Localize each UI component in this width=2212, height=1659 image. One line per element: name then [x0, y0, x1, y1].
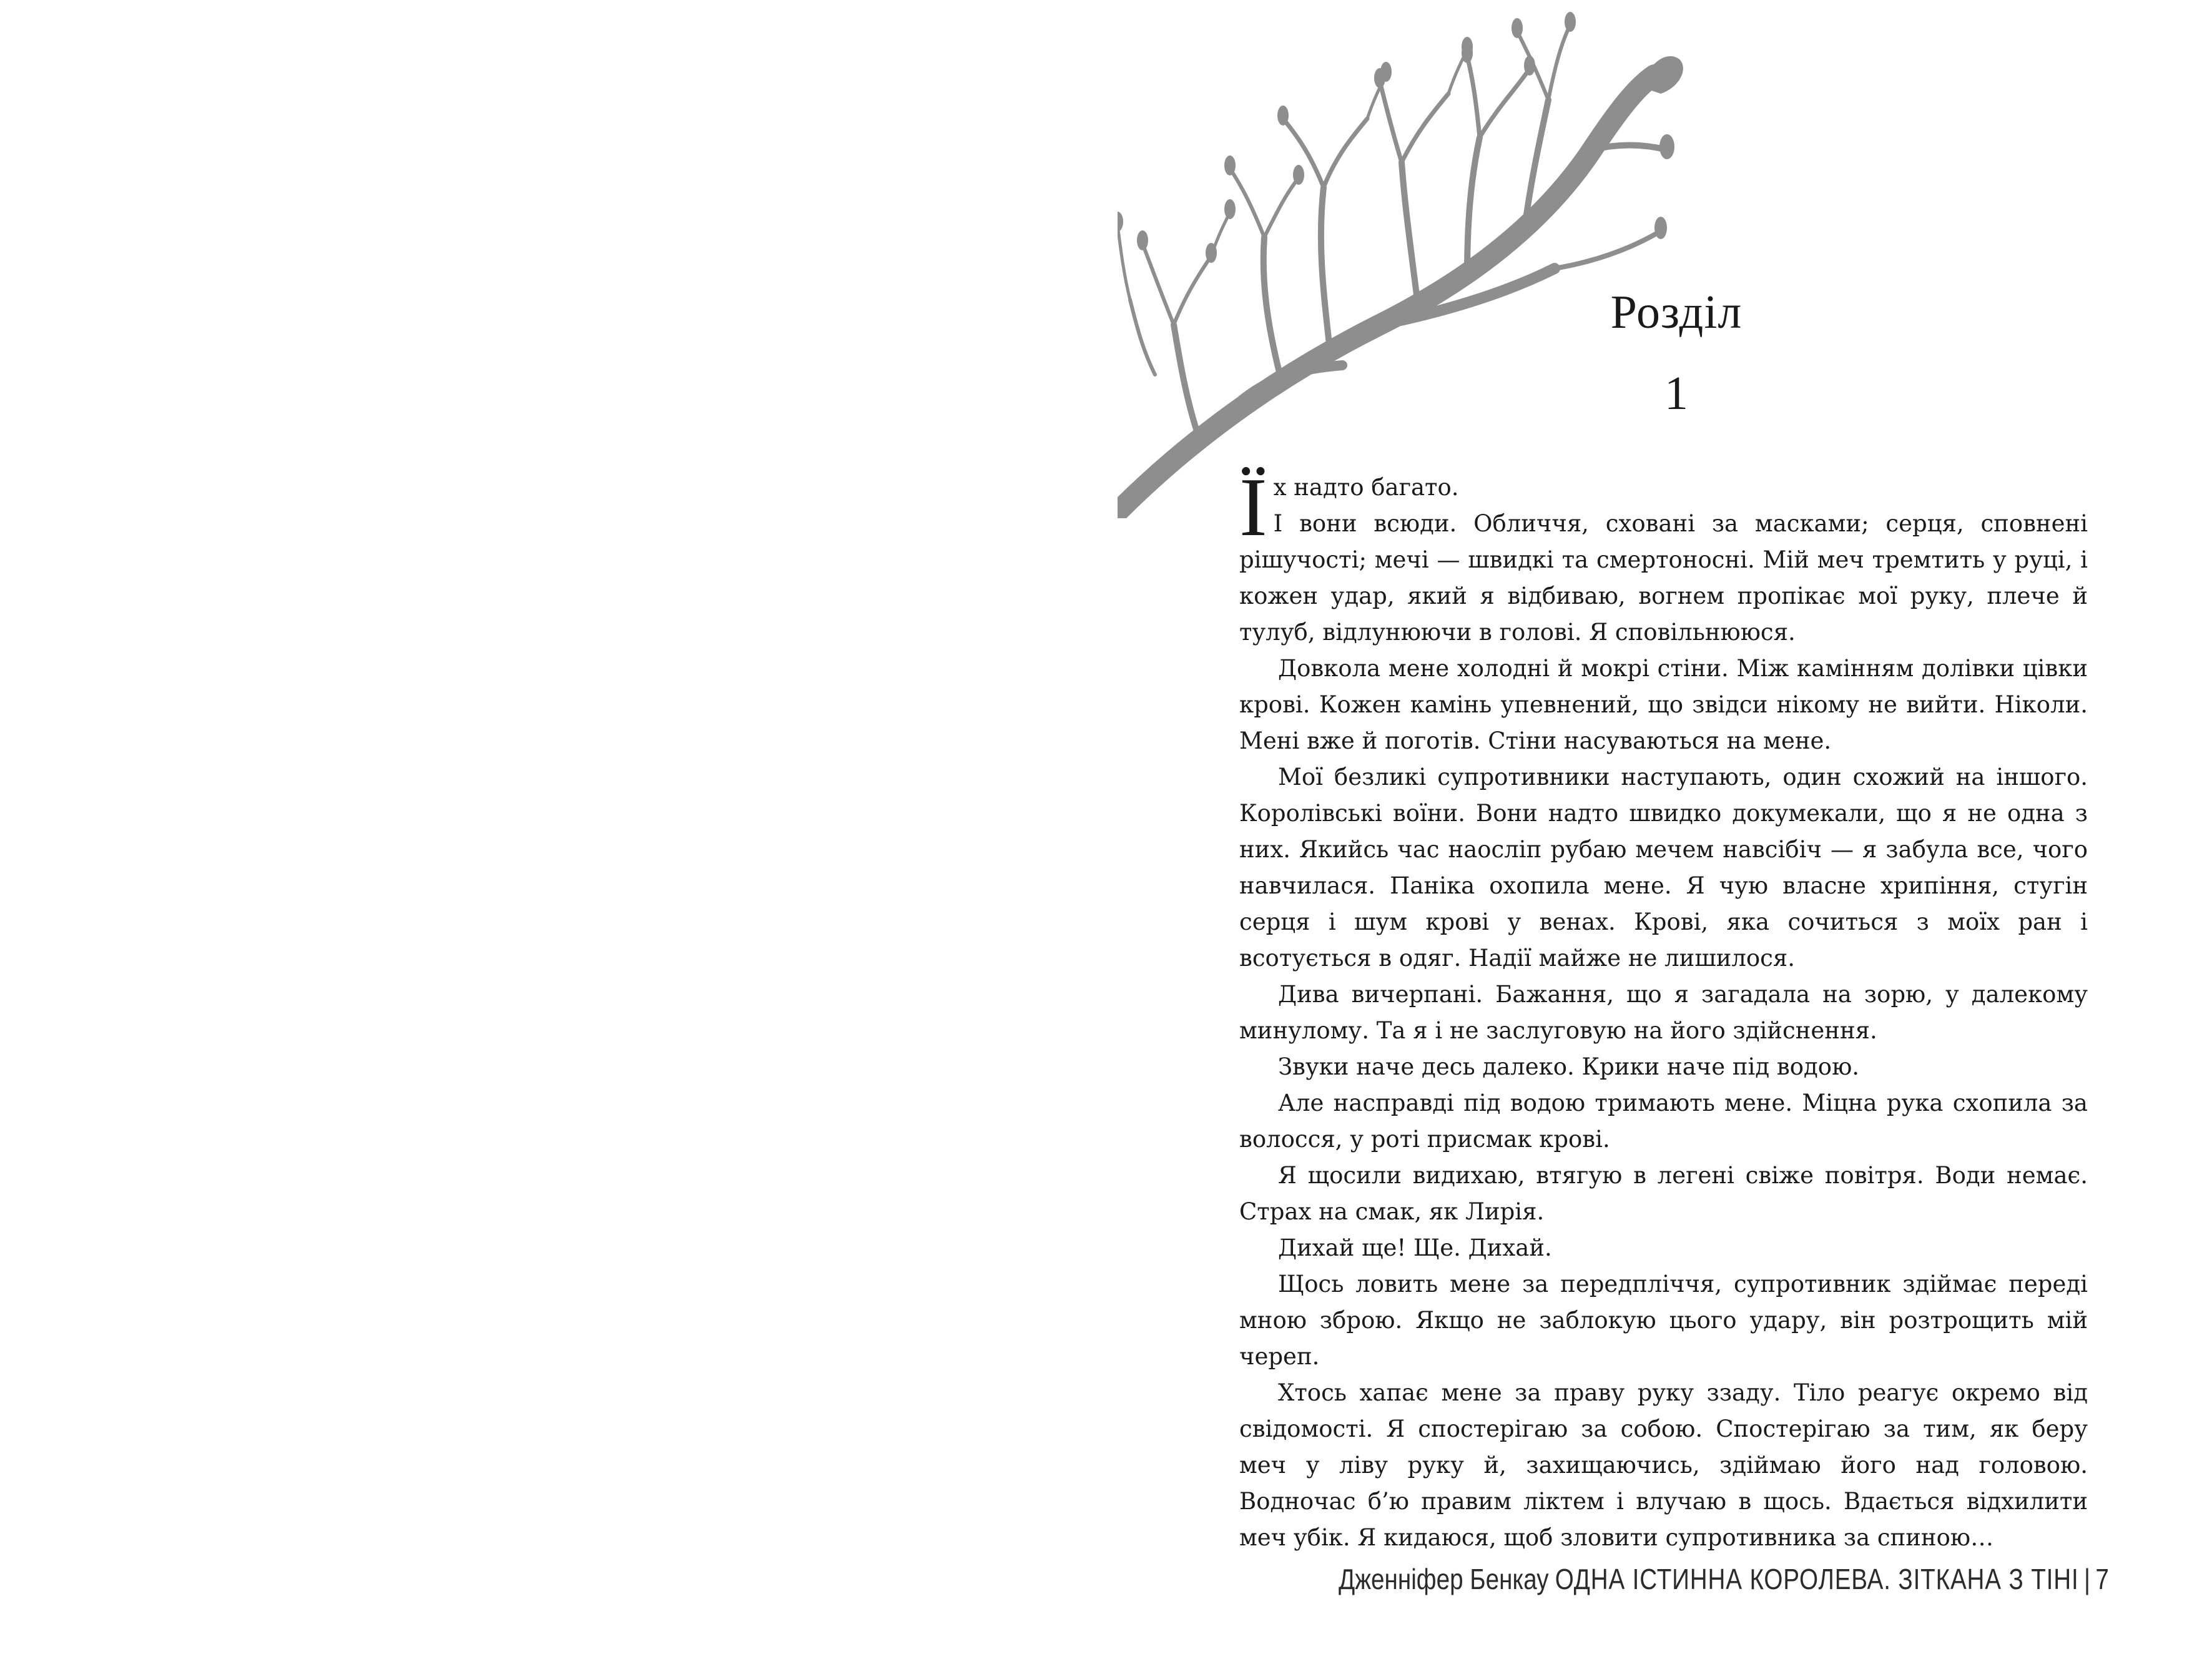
paragraph: Щось ловить мене за передпліччя, супротивник здіймає переді мною зброю. Якщо не заблокую цього удару, він розтрощить мій череп. [1239, 1271, 2088, 1370]
paragraph: І вони всюди. Обличчя, сховані за масками; серця, сповнені рішучості; мечі — швидкі та смертоносні. Мій меч тремтить у руці, і кожен удар, який я відбиваю, вогнем пропікає мої руку, плече й тулуб, відлунюючи в голові. Я сповільнююся. [1239, 510, 2088, 646]
paragraph: Дива вичерпані. Бажання, що я загадала на зорю, у далекому минулому. Та я і не заслуговую на його здійснення. [1239, 981, 2088, 1044]
paragraph [1239, 461, 2088, 553]
paragraph: Але насправді під водою тримають мене. Міцна рука схопила за волосся, у роті присмак крові. [1239, 1090, 2088, 1153]
bare-branch-illustration [1118, 0, 1717, 518]
footer-book-title: ОДНА ІСТИННА КОРОЛЕВА. ЗІТКАНА З ТІНІ [1555, 1563, 2079, 1595]
chapter-text [1239, 461, 2088, 1556]
chapter-number: 1 [1664, 367, 1688, 420]
paragraph: Мої безликі супротивники наступають, один схожий на іншого. Королівські воїни. Вони надто швидко докумекали, що я не одна з них. Якийсь час наосліп рубаю мечем навсібіч — я забула все, чого навчилася. Паніка охопила мене. Я чую власне хрипіння, стугін серця і шум крові у венах. Крові, яка сочиться з моїх ран і всотується в одяг. Надії майже не лишилося. [1239, 764, 2088, 972]
paragraph: Я щосили видихаю, втягую в легені свіже повітря. Води немає. Страх на смак, як Лирія. [1239, 1162, 2088, 1225]
chapter-label: Розділ [1610, 286, 1743, 338]
paragraph: Довкола мене холодні й мокрі стіни. Між камінням долівки цівки крові. Кожен камінь упевнений, що звідси нікому не вийти. Ніколи. Мені вже й поготів. Стіни насуваються на мене. [1239, 655, 2088, 754]
page-number: 7 [2095, 1563, 2109, 1595]
footer-author: Дженніфер Бенкау [1339, 1563, 1549, 1595]
footer-separator: | [2084, 1563, 2091, 1595]
paragraph: Дихай ще! Ще. Дихай. [1278, 1234, 1552, 1261]
page-footer [1339, 1562, 2109, 1596]
chapter-heading [1583, 281, 1770, 425]
paragraph: Звуки наче десь далеко. Крики наче під водою. [1278, 1053, 1860, 1080]
paragraph: Хтось хапає мене за праву руку ззаду. Тіло реагує окремо від свідомості. Я спостерігаю за собою. Спостерігаю за тим, як беру меч у ліву руку й, захищаючись, здіймаю його над головою. Водночас б’ю правим ліктем і влучаю в щось. Вдається відхилити меч убік. Я кидаюся, щоб зловити супротивника за спиною… [1239, 1379, 2088, 1551]
paragraph-text: х надто багато. [1273, 474, 1459, 501]
drop-cap: Ї [1239, 461, 1267, 553]
